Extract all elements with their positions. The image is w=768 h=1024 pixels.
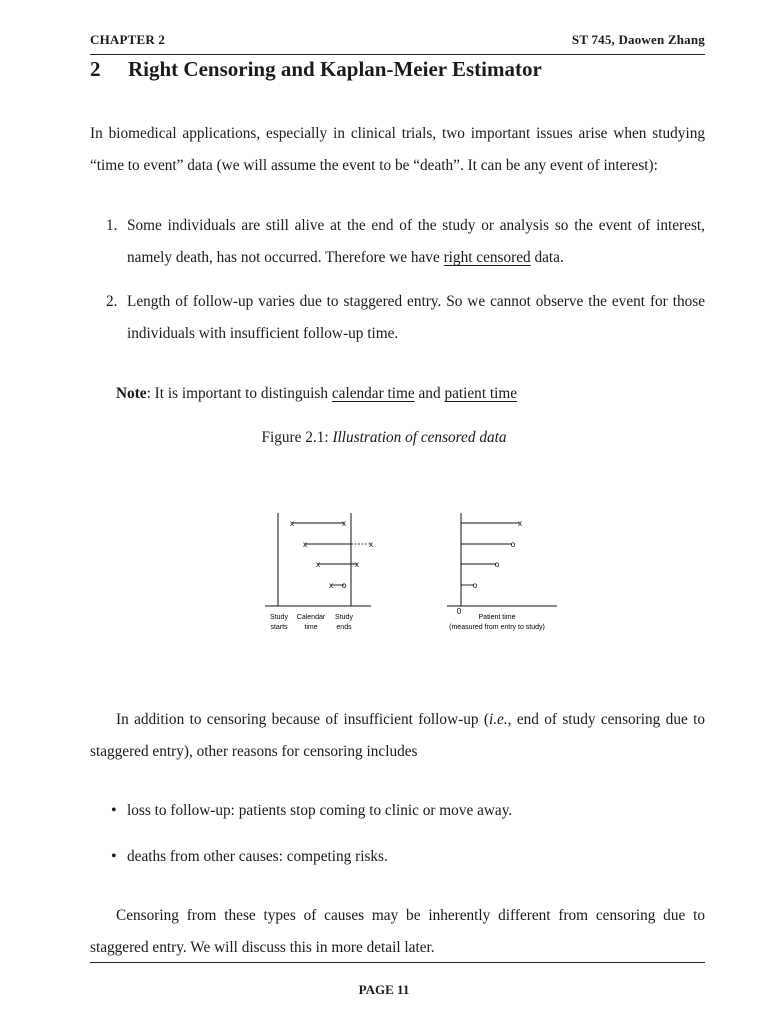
event-marker: x	[369, 540, 373, 549]
censor-marker: o	[341, 581, 347, 590]
note-label: Note	[116, 385, 147, 402]
intro-line-1: In biomedical applications, especially in clinical trials, two important issues arise when studying	[90, 125, 705, 142]
bullet-text: loss to follow-up: patients stop coming to clinic or move away.	[127, 802, 513, 819]
list-item-line: Some individuals are still alive at the end of the study or analysis so the event of interest,	[127, 217, 705, 234]
ie-abbrev: i.e.	[488, 711, 508, 728]
bullet-icon: •	[111, 848, 117, 865]
course-author: ST 745, Daowen Zhang	[571, 32, 705, 47]
paragraph-other-censoring	[90, 704, 705, 768]
entry-marker: x	[290, 519, 294, 528]
origin-label: 0	[456, 607, 462, 616]
paragraph-line: Censoring from these types of causes may be inherently different from censoring due to	[116, 907, 705, 924]
bullet-item	[90, 795, 705, 827]
term-patient-time: patient time	[444, 385, 518, 402]
footer-rule	[90, 962, 705, 963]
calendar-time-label: Calendar	[296, 614, 326, 621]
paragraph-line: staggered entry), other reasons for censoring includes	[90, 743, 418, 760]
svg-text:ends: ends	[336, 624, 352, 631]
page-number: PAGE 11	[358, 982, 410, 997]
event-marker: x	[355, 560, 359, 569]
paragraph-line: In addition to censoring because of insufficient follow-up (i.e., end of study censoring due to	[116, 711, 705, 728]
bullet-item	[90, 841, 705, 873]
calendar-time-panel	[265, 513, 373, 631]
censor-marker: o	[510, 540, 516, 549]
entry-marker: x	[329, 581, 333, 590]
study-ends-label: Study	[335, 614, 353, 621]
chapter-label: CHAPTER 2	[90, 32, 166, 47]
list-item-line: namely death, has not occurred. Therefore we have right censored data.	[127, 249, 564, 266]
figure-caption-text: Illustration of censored data	[332, 429, 507, 446]
note-line: Note: It is important to distinguish calendar time and patient time	[116, 385, 518, 402]
event-marker: x	[518, 519, 522, 528]
figure-number: Figure 2.1:	[261, 429, 329, 446]
entry-marker: x	[316, 560, 320, 569]
term-calendar-time: calendar time	[331, 385, 415, 402]
paragraph-line: staggered entry. We will discuss this in more detail later.	[90, 939, 435, 956]
list-number: 1.	[106, 217, 118, 234]
svg-text:starts: starts	[270, 624, 288, 631]
bullet-icon: •	[111, 802, 117, 819]
svg-text:time: time	[304, 624, 318, 631]
bullet-text: deaths from other causes: competing risks.	[127, 848, 388, 865]
section-number: 2	[90, 57, 101, 81]
term-right-censored: right censored	[443, 249, 531, 266]
list-item-line: Length of follow-up varies due to staggered entry. So we cannot observe the event for those	[127, 293, 705, 310]
intro-line-2: “time to event” data (we will assume the event to be “death”. It can be any event of interest):	[90, 157, 658, 174]
event-marker: x	[342, 519, 346, 528]
patient-time-panel	[447, 513, 557, 631]
patient-time-sublabel: (measured from entry to study)	[449, 624, 545, 631]
paragraph-censoring-types	[90, 900, 705, 964]
event-marker: o	[494, 560, 500, 569]
entry-marker: x	[303, 540, 307, 549]
list-item-line: individuals with insufficient follow-up time.	[127, 325, 399, 342]
list-number: 2.	[106, 293, 118, 310]
section-title-text: Right Censoring and Kaplan-Meier Estimator	[128, 57, 542, 81]
censor-marker: o	[472, 581, 478, 590]
study-starts-label: Study	[270, 614, 288, 621]
patient-time-label: Patient time	[478, 614, 516, 621]
